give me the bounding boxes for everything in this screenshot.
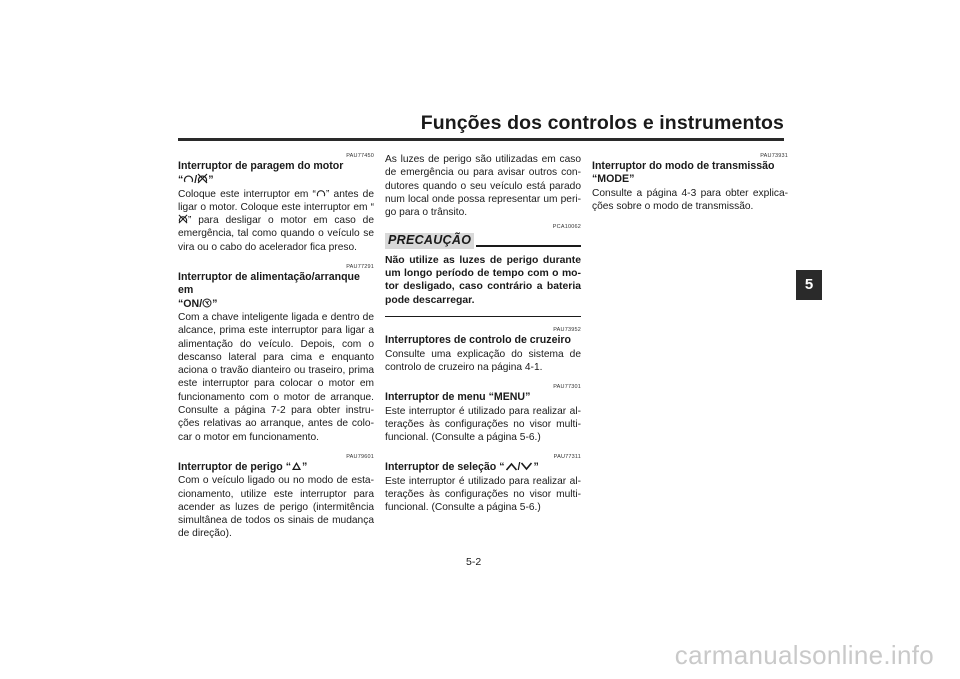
- section-heading-menu: Interruptor de menu “MENU”: [385, 391, 531, 404]
- section-heading-hazard: [178, 461, 374, 474]
- section-code: PAU73952: [553, 327, 581, 334]
- section-heading-power-start: [178, 271, 374, 311]
- section-body: [178, 188, 374, 254]
- body-text-3: ” para desligar o motor em caso de emergência, tal como quando o veículo se vira ou o cabo do acelerador fica preso.: [178, 215, 374, 253]
- chapter-tab: 5: [796, 270, 822, 300]
- chevron-up-icon: [505, 462, 518, 471]
- heading-text: Interruptor do modo de transmissão: [592, 160, 775, 172]
- quote-open: “: [178, 174, 184, 187]
- section-heading-mode: [592, 160, 788, 187]
- caution-header: [385, 233, 581, 248]
- slash-text: /: [194, 174, 198, 187]
- section-code: PAU79601: [346, 453, 374, 460]
- engine-stop-icon: [197, 173, 208, 184]
- page-number: 5-2: [466, 556, 482, 568]
- hazard-intro: As luzes de perigo são utilizadas em caso de emergência ou para avisar outros con-dutores quando o seu veículo está parado num local onde possa representar um peri-go para o trânsito.: [385, 154, 581, 219]
- watermark: carmanualsonline.info: [674, 640, 934, 670]
- heading-text: “MODE”: [592, 173, 635, 186]
- section-body: Com a chave inteligente ligada e dentro de alcance, prima este interruptor para ligar a alimentação do veículo. Depois, com o descanso lateral para cima e enquanto aciona o travão dianteiro ou traseiro, prima este interruptor para colocar o motor em funcionamento com o motor de arranque. Consulte a página 7-2 para obter instru-ções relativas ao arranque, antes de colo-car o motor em funcionamento.: [178, 311, 374, 443]
- page-title: Funções dos controlos e instrumentos: [420, 112, 784, 134]
- section-body: Consulte a página 4-3 para obter explica-ções sobre o modo de transmissão.: [592, 187, 788, 212]
- heading-text: “ON/: [178, 297, 203, 310]
- section-body: Consulte uma explicação do sistema de controlo de cruzeiro na página 4-1.: [385, 348, 581, 373]
- header-rule: [178, 138, 784, 141]
- section-code: PAU73931: [760, 153, 788, 159]
- starter-icon: [202, 298, 212, 308]
- section-heading-cruise: Interruptores de controlo de cruzeiro: [385, 334, 572, 347]
- section-heading-engine-stop: [178, 160, 374, 188]
- column-3: [592, 153, 788, 213]
- section-body: Este interruptor é utilizado para realizar al-terações às configurações no visor multi-funcional. (Consulte a página 5-6.): [385, 405, 581, 444]
- engine-run-icon: [316, 188, 326, 198]
- section-code: PAU77291: [346, 264, 374, 271]
- section-body: Com o veículo ligado ou no modo de esta-cionamento, utilize este interruptor para acender as luzes de perigo (intermitência simultânea de todos os sinais de mudança de direção).: [178, 475, 374, 540]
- section-code: PAU77311: [553, 454, 581, 461]
- engine-run-icon: [183, 173, 194, 184]
- section-code: PAU77450: [346, 153, 374, 159]
- body-text-2: ” antes de ligar o motor. Coloque este interruptor em “: [178, 188, 374, 213]
- section-code: PAU77301: [553, 384, 581, 391]
- caution-rule: [476, 245, 581, 246]
- heading-text: Interruptor de alimentação/arranque em: [178, 271, 360, 297]
- caution-code: PCA10062: [552, 224, 581, 231]
- heading-text: Interruptor de perigo “: [178, 460, 292, 473]
- quote-close: ”: [302, 460, 308, 473]
- column-1: [178, 153, 374, 541]
- engine-stop-icon: [178, 214, 188, 224]
- quote-close: ”: [212, 297, 218, 310]
- heading-text: Interruptor de seleção “: [385, 461, 505, 474]
- quote-close: ”: [208, 174, 214, 187]
- column-2: [385, 153, 581, 515]
- body-text-1: Coloque este interruptor em “: [178, 188, 316, 200]
- caution-label: PRECAUÇÃO: [385, 233, 474, 248]
- quote-close: ”: [533, 461, 539, 474]
- slash-text: /: [517, 461, 521, 474]
- section-heading-select: [385, 461, 581, 474]
- chevron-down-icon: [517, 461, 533, 474]
- section-body: Este interruptor é utilizado para realizar al-terações às configurações no visor multi-funcional. (Consulte a página 5-6.): [385, 475, 581, 514]
- heading-text: Interruptor de paragem do motor: [178, 160, 344, 172]
- hazard-warning-icon: [291, 461, 302, 471]
- caution-body: Não utilize as luzes de perigo durante um longo período de tempo com o mo-tor desligado, caso contrário a bateria pode descarregar.: [385, 254, 581, 306]
